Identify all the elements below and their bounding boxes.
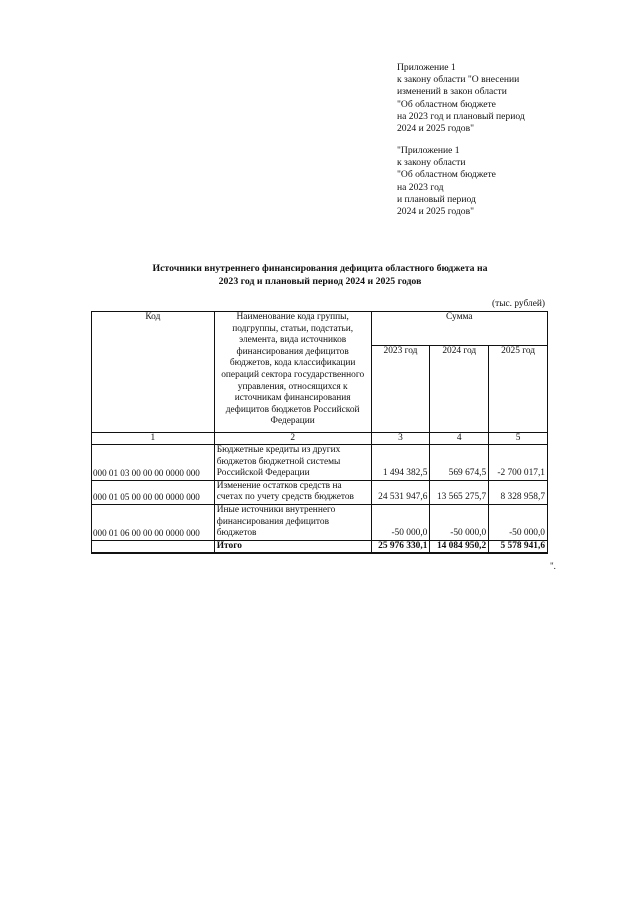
column-number: 3	[371, 433, 430, 445]
row-value-2025: -2 700 017,1	[489, 445, 548, 481]
appendix-line: к закону области "О внесении	[397, 74, 520, 86]
table-total-row	[92, 540, 548, 553]
appendix-line: "Об областном бюджете	[397, 169, 496, 181]
total-value-2023: 25 976 330,1	[371, 540, 430, 553]
closing-quote-mark: ".	[550, 561, 556, 571]
appendix-line: и плановый период	[397, 193, 476, 205]
appendix-line: Приложение 1	[397, 62, 456, 73]
header-sum: Сумма	[371, 312, 547, 346]
units-label: (тыс. рублей)	[491, 299, 545, 309]
row-name: Иные источники внутреннего финансирования дефицитов бюджетов	[214, 504, 371, 540]
row-value-2023: 1 494 382,5	[371, 445, 430, 481]
appendix-header-budget-law	[397, 145, 496, 218]
header-code: Код	[92, 312, 215, 433]
row-value-2024: -50 000,0	[430, 504, 489, 540]
row-value-2025: 8 328 958,7	[489, 480, 548, 504]
row-value-2024: 569 674,5	[430, 445, 489, 481]
total-label: Итого	[214, 540, 371, 553]
column-number: 1	[92, 433, 215, 445]
row-code: 000 01 03 00 00 00 0000 000	[92, 445, 215, 481]
header-name: Наименование кода группы, подгруппы, статьи, подстатьи, элемента, вида источников финансирования дефицитов бюджетов, кода классификации операций сектора государственного управления, относящихся к источникам финансирования дефицитов бюджетов Российской Федерации	[214, 312, 371, 433]
table-row	[92, 480, 548, 504]
row-value-2023: 24 531 947,6	[371, 480, 430, 504]
row-value-2025: -50 000,0	[489, 504, 548, 540]
appendix-line: 2024 и 2025 годов"	[397, 206, 475, 218]
table-row	[92, 504, 548, 540]
document-title	[90, 262, 550, 288]
row-value-2023: -50 000,0	[371, 504, 430, 540]
row-name: Бюджетные кредиты из других бюджетов бюджетной системы Российской Федерации	[214, 445, 371, 481]
column-number: 5	[489, 433, 548, 445]
table-row	[92, 445, 548, 481]
row-value-2024: 13 565 275,7	[430, 480, 489, 504]
appendix-line: 2024 и 2025 годов"	[397, 123, 475, 135]
table-header-row	[92, 312, 548, 346]
appendix-header-amending-law	[397, 62, 525, 135]
total-code-empty	[92, 540, 215, 553]
appendix-line: к закону области	[397, 157, 466, 169]
row-code: 000 01 06 00 00 00 0000 000	[92, 504, 215, 540]
appendix-line: на 2023 год и плановый период	[397, 110, 525, 122]
header-year-2025: 2025 год	[489, 346, 548, 433]
column-number: 4	[430, 433, 489, 445]
appendix-line: на 2023 год	[397, 181, 444, 193]
column-number: 2	[214, 433, 371, 445]
total-value-2025: 5 578 941,6	[489, 540, 548, 553]
appendix-line: "Об областном бюджете	[397, 98, 496, 110]
appendix-line: изменений в закон области	[397, 86, 507, 98]
financing-sources-table	[91, 311, 548, 554]
header-year-2023: 2023 год	[371, 346, 430, 433]
column-numbers-row	[92, 433, 548, 445]
row-name: Изменение остатков средств на счетах по учету средств бюджетов	[214, 480, 371, 504]
appendix-line: "Приложение 1	[397, 145, 460, 156]
header-year-2024: 2024 год	[430, 346, 489, 433]
document-title-line: 2023 год и плановый период 2024 и 2025 годов	[218, 276, 422, 287]
row-code: 000 01 05 00 00 00 0000 000	[92, 480, 215, 504]
document-title-line: Источники внутреннего финансирования дефицита областного бюджета на	[152, 263, 488, 274]
total-value-2024: 14 084 950,2	[430, 540, 489, 553]
